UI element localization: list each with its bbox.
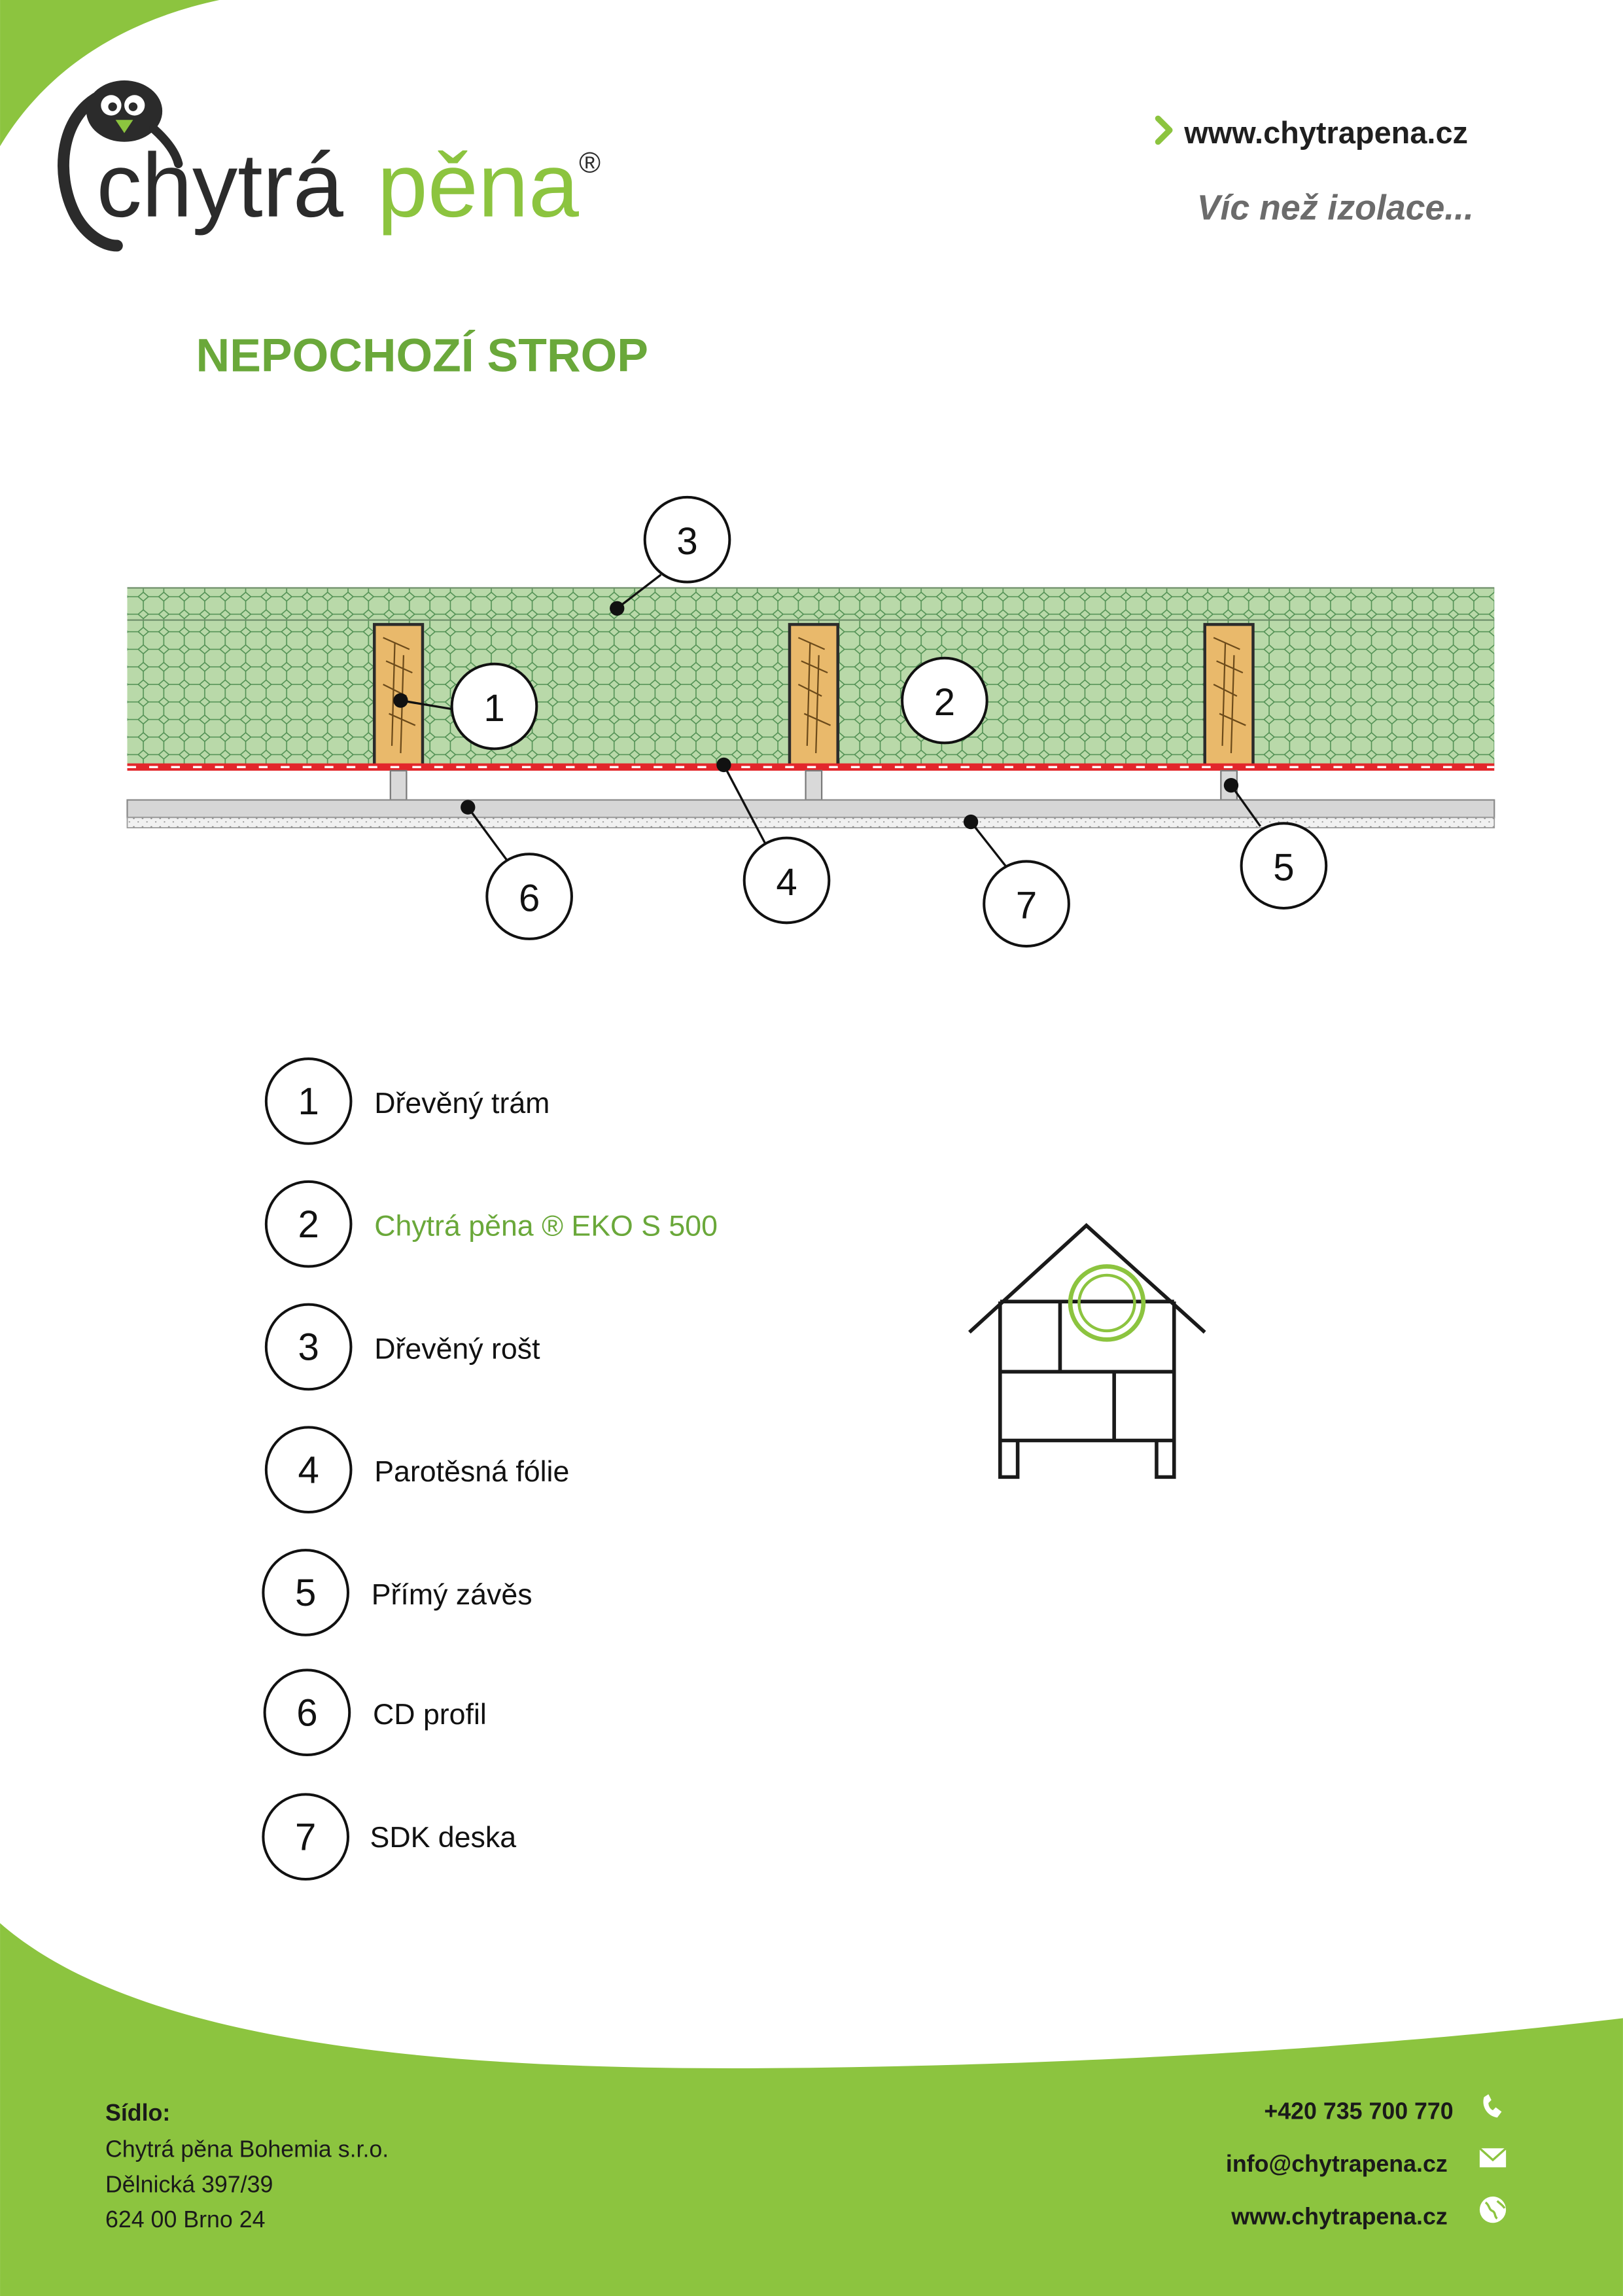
legend-label: Parotěsná fólie xyxy=(374,1456,570,1489)
footer-company: Chytrá pěna Bohemia s.r.o. xyxy=(105,2136,389,2163)
legend-number: 6 xyxy=(296,1691,318,1735)
callout-2-number: 2 xyxy=(934,680,956,724)
legend-number: 5 xyxy=(295,1572,317,1615)
envelope-icon xyxy=(1480,2148,1506,2167)
legend-number: 3 xyxy=(298,1326,319,1369)
callout-4 xyxy=(744,838,829,923)
ceiling-diagram xyxy=(128,497,1495,946)
header-website-text[interactable]: www.chytrapena.cz xyxy=(1184,116,1469,150)
legend-item xyxy=(266,1305,540,1390)
footer-street: Dělnická 397/39 xyxy=(105,2171,273,2198)
timber-beam xyxy=(790,624,838,766)
globe-icon xyxy=(1480,2197,1506,2223)
registered-mark: ® xyxy=(579,147,601,179)
legend xyxy=(263,1059,718,1879)
logo-text-dark: chytrá xyxy=(96,135,343,236)
callout-5-number: 5 xyxy=(1273,846,1295,889)
legend-label: SDK deska xyxy=(370,1821,517,1854)
legend-item xyxy=(266,1427,570,1512)
callout-3 xyxy=(645,497,730,582)
callout-2 xyxy=(902,658,987,743)
timber-beam xyxy=(1205,624,1253,766)
legend-item xyxy=(263,1550,532,1635)
callout-1 xyxy=(452,664,537,749)
legend-number: 2 xyxy=(298,1203,319,1246)
footer-city: 624 00 Brno 24 xyxy=(105,2206,266,2233)
legend-item xyxy=(266,1059,550,1144)
legend-item xyxy=(266,1182,718,1267)
callout-3-number: 3 xyxy=(676,520,698,563)
chevron-right-icon xyxy=(1158,118,1170,142)
tagline: Víc než izolace... xyxy=(1196,188,1474,228)
legend-label: Přímý závěs xyxy=(371,1578,532,1611)
legend-number: 7 xyxy=(295,1816,317,1859)
callout-7 xyxy=(984,861,1069,946)
footer-phone[interactable]: +420 735 700 770 xyxy=(1264,2098,1454,2125)
logo-text-green: pěna xyxy=(377,135,579,236)
callout-4-number: 4 xyxy=(776,860,797,904)
legend-label-product: Chytrá pěna ® EKO S 500 xyxy=(374,1210,718,1243)
legend-label: CD profil xyxy=(372,1699,487,1731)
legend-item xyxy=(263,1794,516,1879)
callout-7-number: 7 xyxy=(1015,884,1038,927)
callout-6 xyxy=(487,854,572,939)
footer-heading: Sídlo: xyxy=(105,2099,171,2126)
logo xyxy=(63,80,601,246)
legend-number: 4 xyxy=(298,1449,319,1492)
legend-item xyxy=(265,1670,487,1755)
callout-5 xyxy=(1242,823,1327,908)
legend-label: Dřevěný rošt xyxy=(374,1333,540,1366)
footer-web[interactable]: www.chytrapena.cz xyxy=(1231,2203,1448,2230)
legend-number: 1 xyxy=(298,1080,319,1123)
footer-email[interactable]: info@chytrapena.cz xyxy=(1225,2151,1448,2178)
cd-profile xyxy=(128,800,1495,818)
callout-6-number: 6 xyxy=(518,877,540,920)
house-icon xyxy=(969,1226,1205,1477)
page-title: NEPOCHOZÍ STROP xyxy=(196,329,648,382)
legend-label: Dřevěný trám xyxy=(374,1087,550,1120)
callout-1-number: 1 xyxy=(483,686,505,730)
header-website[interactable] xyxy=(1158,116,1468,150)
